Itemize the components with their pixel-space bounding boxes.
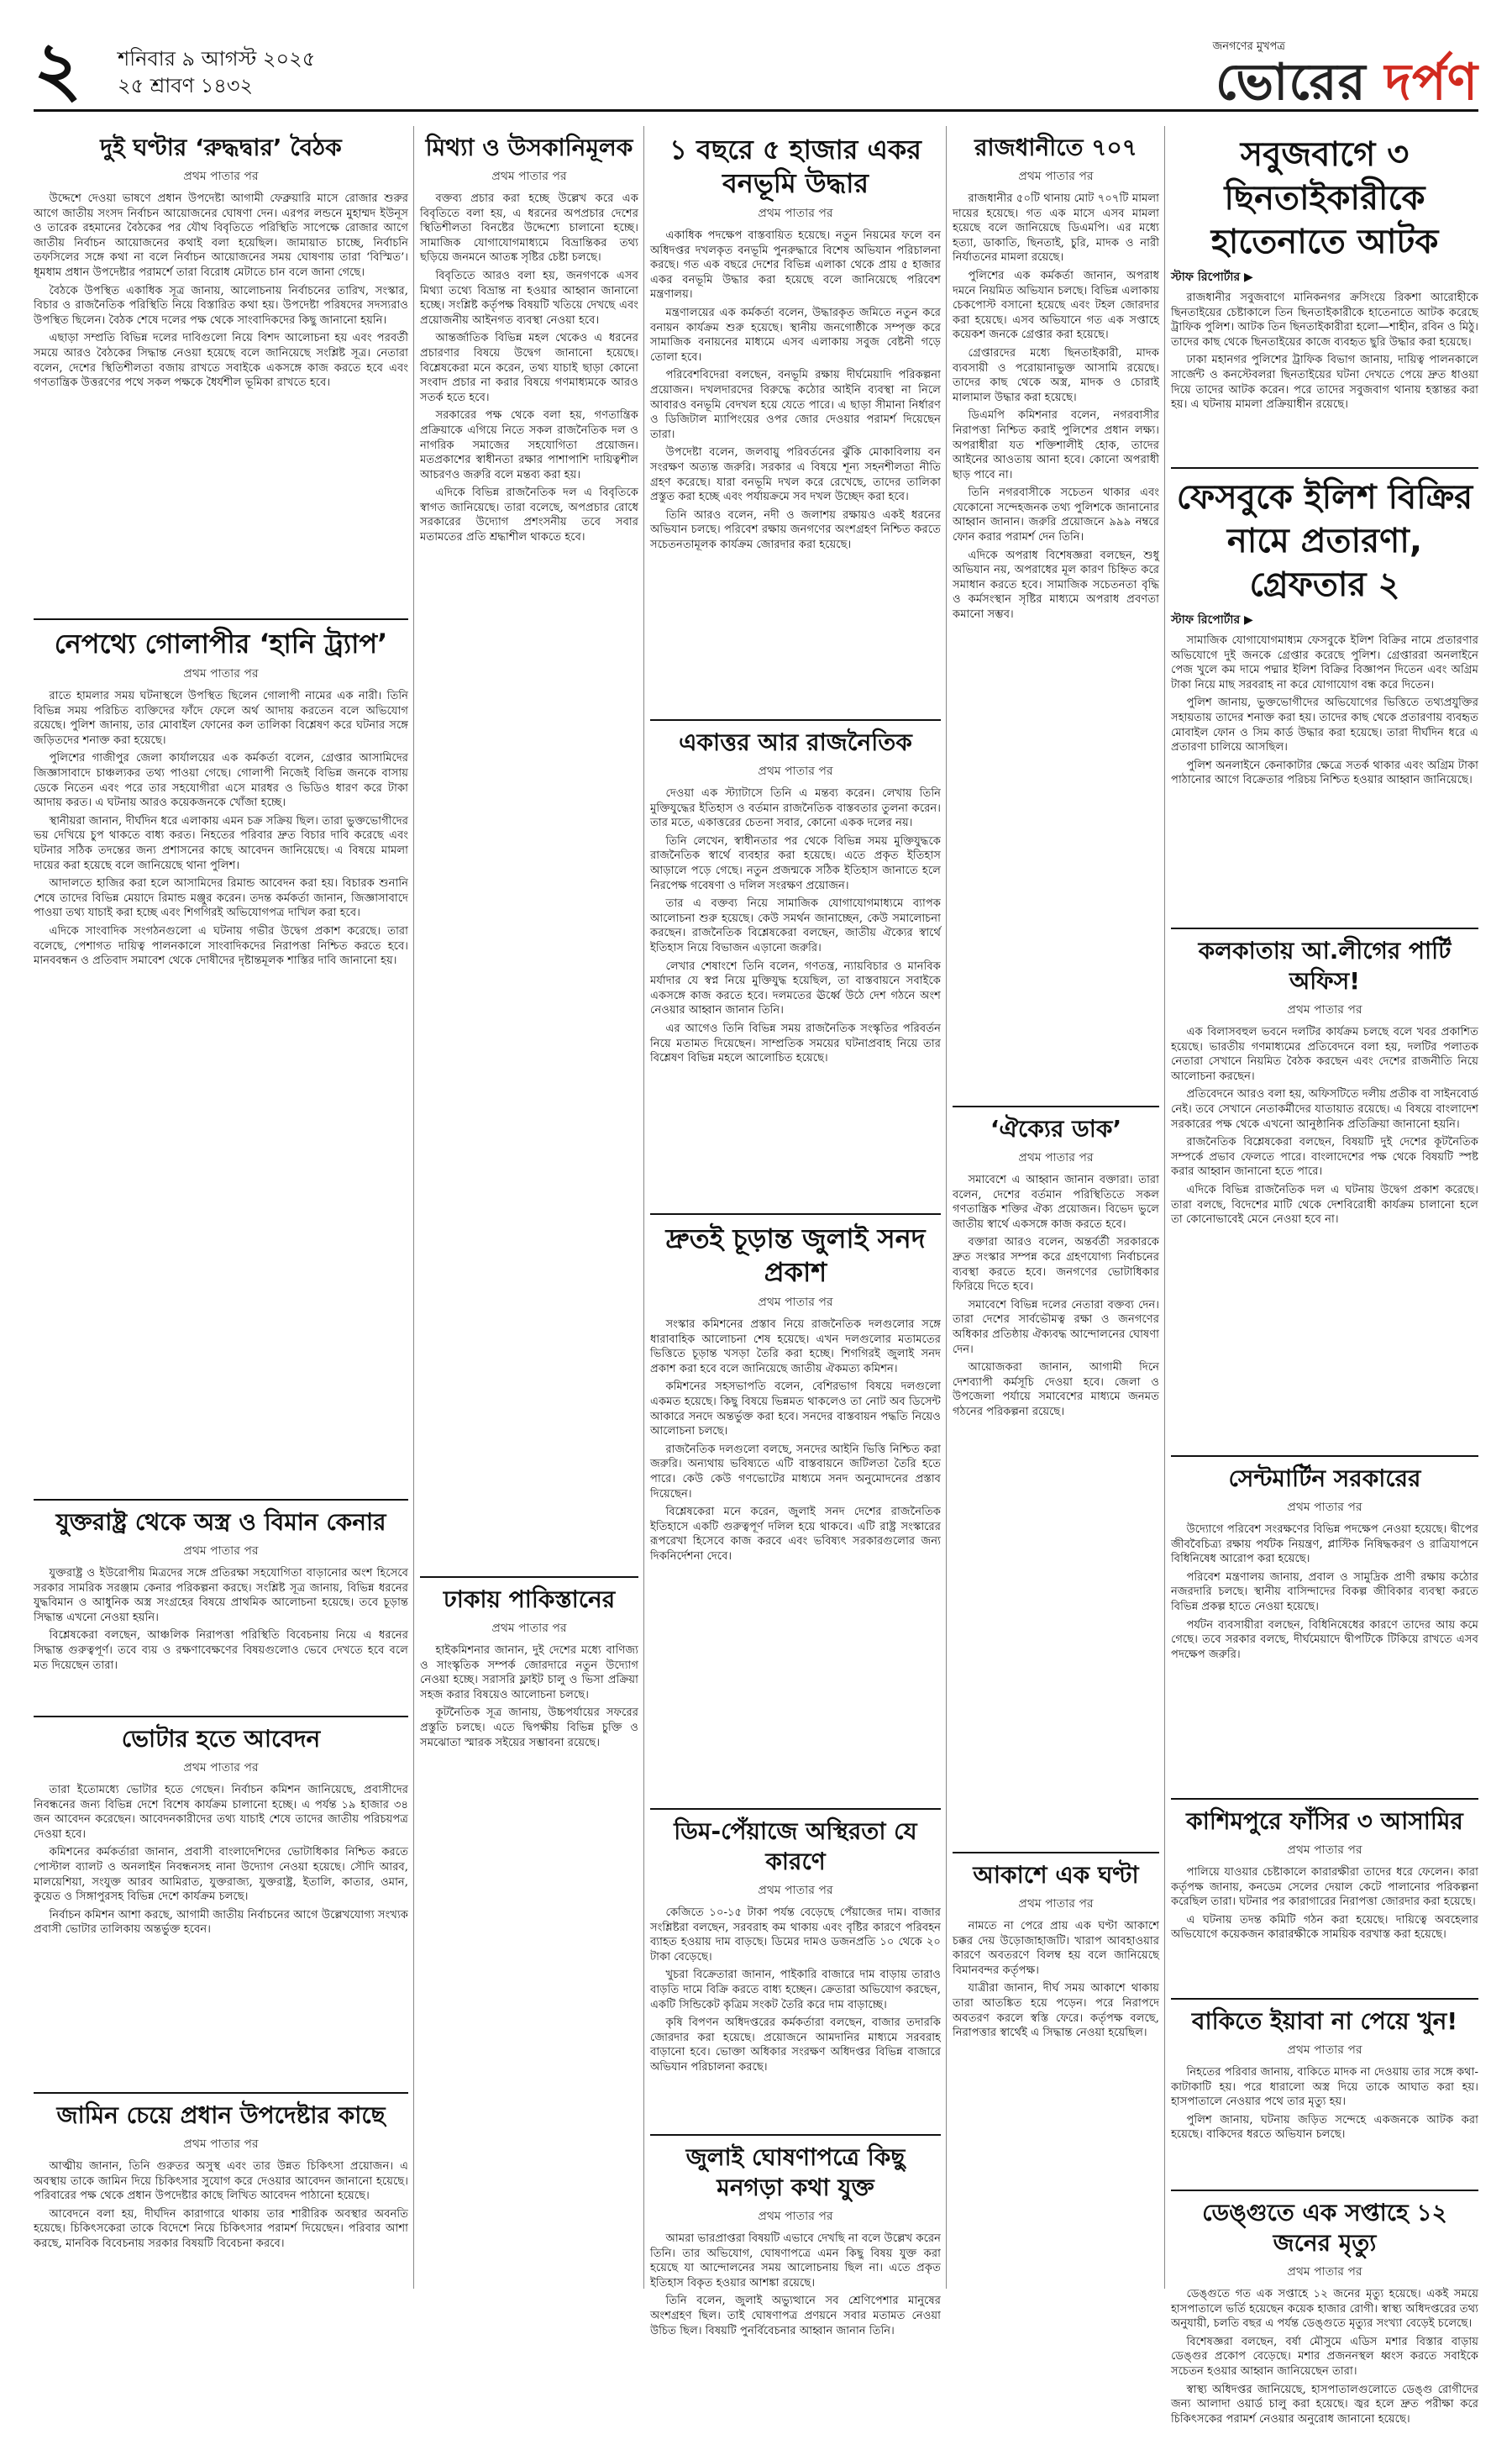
story-body <box>34 1566 408 1673</box>
story-july-sanad <box>650 1222 941 1793</box>
headline: ফেসবুকে ইলিশ বিক্রির নামে প্রতারণা, গ্রেফতার ২ <box>1176 478 1473 604</box>
paragraph: লেখার শেষাংশে তিনি বলেন, গণতন্ত্র, ন্যায়বিচার ও মানবিক মর্যাদার যে স্বপ্ন নিয়ে মুক্তিযুদ্ধ হয়েছিল, তা বাস্তবায়নে সবাইকে একসঙ্গে কাজ করতে হবে। দলমতের ঊর্ধ্বে উঠে দেশ গঠনে অংশ নেওয়ার আহ্বান জানান তিনি। <box>650 959 941 1017</box>
continued-label: প্রথম পাতার পর <box>183 2137 259 2151</box>
divider <box>34 2092 408 2094</box>
headline: জুলাই ঘোষণাপত্রে কিছু মনগড়া কথা যুক্ত <box>685 2143 906 2201</box>
headline: ঢাকায় পাকিস্তানের <box>443 1585 616 1613</box>
column-4 <box>953 126 1159 2289</box>
paragraph: কেজিতে ১০-১৫ টাকা পর্যন্ত বেড়েছে পেঁয়াজের দাম। বাজার সংশ্লিষ্টরা বলছেন, সরবরাহ কম থাকায় এবং বৃষ্টির কারণে পরিবহন ব্যাহত হওয়ায় দাম বাড়ছে। ডিমের দামও ডজনপ্রতি ১০ থেকে ২০ টাকা বেড়েছে। <box>650 1906 941 1964</box>
paragraph: প্রতিবেদনে আরও বলা হয়, অফিসটিতে দলীয় প্রতীক বা সাইনবোর্ড নেই। তবে সেখানে নেতাকর্মীদের যাতায়াত রয়েছে। এ বিষয়ে বাংলাদেশ সরকারের পক্ষ থেকে এখনো আনুষ্ঠানিক প্রতিক্রিয়া জানানো হয়নি। <box>1171 1088 1478 1131</box>
continued-label: প্রথম পাতার পর <box>758 207 833 220</box>
paragraph: রাজনৈতিক দলগুলো বলছে, সনদের আইনি ভিত্তি নিশ্চিত করা জরুরি। অন্যথায় ভবিষ্যতে এটি বাস্তবায়নে জটিলতা তৈরি হতে পারে। কেউ কেউ গণভোটের মাধ্যমে সনদ অনুমোদনের প্রস্তাব দিয়েছেন। <box>650 1443 941 1501</box>
paragraph: বক্তব্য প্রচার করা হচ্ছে উল্লেখ করে এক বিবৃতিতে বলা হয়, এ ধরনের অপপ্রচার দেশের স্থিতিশীলতা বিনষ্টের উদ্দেশ্যে চালানো হচ্ছে। সামাজিক যোগাযোগমাধ্যমে বিভ্রান্তিকর তথ্য ছড়িয়ে জনমনে আতঙ্ক সৃষ্টির চেষ্টা চলছে। <box>420 192 638 265</box>
paragraph: পুলিশ জানায়, ঘটনায় জড়িত সন্দেহে একজনকে আটক করা হয়েছে। বাকিদের ধরতে অভিযান চলছে। <box>1171 2113 1478 2142</box>
paragraph: পরিবেশবিদেরা বলছেন, বনভূমি রক্ষায় দীর্ঘমেয়াদি পরিকল্পনা প্রয়োজন। দখলদারদের বিরুদ্ধে কঠোর আইনি ব্যবস্থা না নিলে আবারও বনভূমি বেদখল হয়ে যেতে পারে। এ ছাড়া সীমানা নির্ধারণ ও ডিজিটাল ম্যাপিংয়ের ওপর জোর দেওয়ার পরামর্শ দিয়েছেন তারা। <box>650 369 941 441</box>
headline: বাকিতে ইয়াবা না পেয়ে খুন! <box>1191 2007 1458 2035</box>
story-body <box>34 1783 408 1937</box>
paragraph: এক বিলাসবহুল ভবনে দলটির কার্যক্রম চলছে বলে খবর প্রকাশিত হয়েছে। ভারতীয় গণমাধ্যমের প্রতিবেদনে বলা হয়, দলটির পলাতক নেতারা সেখানে নিয়মিত বৈঠক করছেন এবং দেশের রাজনীতি নিয়ে আলোচনা করছেন। <box>1171 1026 1478 1083</box>
paragraph: আন্তর্জাতিক বিভিন্ন মহল থেকেও এ ধরনের প্রচারণার বিষয়ে উদ্বেগ জানানো হয়েছে। বিশ্লেষকেরা মনে করেন, তথ্য যাচাই ছাড়া কোনো সংবাদ প্রচার না করার বিষয়ে গণমাধ্যমকে আরও সতর্ক হতে হবে। <box>420 332 638 404</box>
paragraph: কৃষি বিপণন অধিদপ্তরের কর্মকর্তারা বলছেন, বাজার তদারকি জোরদার করা হয়েছে। প্রয়োজনে আমদানির মাধ্যমে সরবরাহ বাড়ানো হবে। ভোক্তা অধিকার সংরক্ষণ অধিদপ্তর বিভিন্ন বাজারে অভিযান পরিচালনা করছে। <box>650 2016 941 2074</box>
paragraph: বিশ্লেষকেরা বলছেন, আঞ্চলিক নিরাপত্তা পরিস্থিতি বিবেচনায় নিয়ে এ ধরনের সিদ্ধান্ত গুরুত্বপূর্ণ। তবে ব্যয় ও রক্ষণাবেক্ষণের বিষয়গুলোও ভেবে দেখতে হবে বলে মত দিয়েছেন তারা। <box>34 1629 408 1672</box>
column-rule <box>413 126 414 2289</box>
continued-label: প্রথম পাতার পর <box>183 1761 259 1774</box>
story-body <box>650 229 941 552</box>
column-5 <box>1171 126 1478 2426</box>
divider <box>34 1716 408 1717</box>
headline: আকাশে এক ঘণ্টা <box>973 1861 1139 1889</box>
paragraph: আয়োজকরা জানান, আগামী দিনে দেশব্যাপী কর্মসূচি দেওয়া হবে। জেলা ও উপজেলা পর্যায়ে সমাবেশের মাধ্যমে জনমত গঠনের পরিকল্পনা রয়েছে। <box>953 1361 1159 1418</box>
column-2 <box>420 126 638 2289</box>
paragraph: ঢাকা মহানগর পুলিশের ট্রাফিক বিভাগ জানায়, দায়িত্ব পালনকালে সার্জেন্ট ও কনস্টেবলরা ছিনতাইয়ের ঘটনা দেখতে পেয়ে দ্রুত ধাওয়া দিয়ে তাদের আটক করেন। পরে তাদের সবুজবাগ থানায় হস্তান্তর করা হয়। এ ঘটনায় মামলা প্রক্রিয়াধীন রয়েছে। <box>1171 354 1478 412</box>
headline: দুই ঘণ্টার ‘রুদ্ধদ্বার’ বৈঠক <box>100 134 342 161</box>
paragraph: স্বাস্থ্য অধিদপ্তর জানিয়েছে, হাসপাতালগুলোতে ডেঙ্গু রোগীদের জন্য আলাদা ওয়ার্ড চালু করা হয়েছে। জ্বর হলে দ্রুত পরীক্ষা করে চিকিৎসকের পরামর্শ নেওয়ার অনুরোধ জানানো হয়েছে। <box>1171 2383 1478 2426</box>
paragraph: তার এ বক্তব্য নিয়ে সামাজিক যোগাযোগমাধ্যমে ব্যাপক আলোচনা শুরু হয়েছে। কেউ সমর্থন জানাচ্ছেন, কেউ সমালোচনা করছেন। রাজনৈতিক বিশ্লেষকেরা বলছেন, জাতীয় ঐক্যের স্বার্থে ইতিহাস নিয়ে বিভাজন এড়ানো জরুরি। <box>650 897 941 954</box>
continued-label: প্রথম পাতার পর <box>758 1296 833 1309</box>
headline: ‘ঐক্যের ডাক’ <box>990 1115 1122 1143</box>
headline: নেপথ্যে গোলাপীর ‘হানি ট্র্যাপ’ <box>54 628 388 660</box>
story-bakite <box>1171 2006 1478 2174</box>
logo-wordmark <box>1215 44 1478 128</box>
paragraph: কূটনৈতিক সূত্র জানায়, উচ্চপর্যায়ের সফরের প্রস্তুতি চলছে। এতে দ্বিপক্ষীয় বিভিন্ন চুক্তি ও সমঝোতা স্মারক সইয়ের সম্ভাবনা রয়েছে। <box>420 1706 638 1749</box>
paragraph: হাইকমিশনার জানান, দুই দেশের মধ্যে বাণিজ্য ও সাংস্কৃতিক সম্পর্ক জোরদারে নতুন উদ্যোগ নেওয়া হচ্ছে। সরাসরি ফ্লাইট চালু ও ভিসা প্রক্রিয়া সহজ করার বিষয়েও আলোচনা চলছে। <box>420 1644 638 1701</box>
story-body <box>420 1643 638 1750</box>
paragraph: তিনি লেখেন, স্বাধীনতার পর থেকে বিভিন্ন সময় মুক্তিযুদ্ধকে রাজনৈতিক স্বার্থে ব্যবহার করা হয়েছে। এতে প্রকৃত ইতিহাস আড়ালে পড়ে গেছে। নতুন প্রজন্মকে সঠিক ইতিহাস জানাতে হলে নিরপেক্ষ গবেষণা ও দলিল সংরক্ষণ প্রয়োজন। <box>650 834 941 892</box>
headline: ডেঙ্গুতে এক সপ্তাহে ১২ জনের মৃত্যু <box>1202 2199 1447 2257</box>
divider <box>420 1576 638 1578</box>
story-jukto <box>34 1507 408 1701</box>
divider <box>1171 928 1478 929</box>
continued-label: প্রথম পাতার পর <box>758 765 833 778</box>
story-akashe <box>953 1860 1159 2213</box>
continued-label: প্রথম পাতার পর <box>183 667 259 681</box>
byline: স্টাফ রিপোর্টার ▶ <box>1171 613 1253 627</box>
headline: জামিন চেয়ে প্রধান উপদেষ্টার কাছে <box>56 2101 386 2129</box>
paragraph: দেওয়া এক স্ট্যাটাসে তিনি এ মন্তব্য করেন। লেখায় তিনি মুক্তিযুদ্ধের ইতিহাস ও বর্তমান রাজনৈতিক বাস্তবতার তুলনা করেন। তার মতে, একাত্তরের চেতনা সবার, কোনো একক দলের নয়। <box>650 787 941 830</box>
story-dengue <box>1171 2198 1478 2450</box>
story-voter <box>34 1724 408 2077</box>
headline: একাত্তর আর রাজনৈতিক <box>679 728 912 756</box>
divider <box>1171 1798 1478 1800</box>
story-body <box>1171 2287 1478 2426</box>
headline: ডিম-পেঁয়াজে অস্থিরতা যে কারণে <box>674 1817 917 1875</box>
story-body <box>953 192 1159 623</box>
paragraph: পুলিশ অনলাইনে কেনাকাটার ক্ষেত্রে সতর্ক থাকার এবং অগ্রিম টাকা পাঠানোর আগে বিক্রেতার পরিচয় নিশ্চিত হওয়ার আহ্বান জানিয়েছে। <box>1171 759 1478 787</box>
divider <box>650 1213 941 1215</box>
continued-label: প্রথম পাতার পর <box>758 2210 833 2223</box>
paragraph: পালিয়ে যাওয়ার চেষ্টাকালে কারারক্ষীরা তাদের ধরে ফেলেন। কারা কর্তৃপক্ষ জানায়, কনডেম সেলের দেয়াল কেটে পালানোর পরিকল্পনা করেছিল তারা। ঘটনার পর কারাগারের নিরাপত্তা জোরদার করা হয়েছে। <box>1171 1866 1478 1909</box>
story-body <box>650 2232 941 2338</box>
paragraph: এ ঘটনায় তদন্ত কমিটি গঠন করা হয়েছে। দায়িত্বে অবহেলার অভিযোগে কয়েকজন কারারক্ষীকে সাময়িক বরখাস্ত করা হয়েছে। <box>1171 1913 1478 1942</box>
story-body <box>34 192 408 391</box>
continued-label: প্রথম পাতার পর <box>1287 2043 1362 2057</box>
story-facebook-ilish <box>1171 476 1478 912</box>
story-dui-ghonta <box>34 133 408 603</box>
divider <box>650 719 941 721</box>
paragraph: বৈঠকে উপস্থিত একাধিক সূত্র জানায়, আলোচনায় নির্বাচনের তারিখ, সংস্কার, বিচার ও রাজনৈতিক পরিস্থিতি নিয়ে বিস্তারিত কথা হয়। উপদেষ্টা পরিষদের সদস্যরাও উপস্থিত ছিলেন। বৈঠক শেষে দলের পক্ষ থেকে সাংবাদিকদের কিছু জানানো হয়নি। <box>34 284 408 327</box>
story-body <box>420 192 638 545</box>
story-mittha <box>420 133 638 1561</box>
story-july-ghoshona <box>650 2142 941 2337</box>
headline: ভোটার হতে আবেদন <box>121 1725 321 1753</box>
paragraph: আমরা ভারপ্রাপ্তরা বিষয়টি এভাবে দেখছি না বলে উল্লেখ করেন তিনি। তার অভিযোগ, ঘোষণাপত্রে এমন কিছু বিষয় যুক্ত করা হয়েছে যা আন্দোলনের সময় আলোচনায় ছিল না। এতে প্রকৃত ইতিহাস বিকৃত হওয়ার আশঙ্কা রয়েছে। <box>650 2232 941 2290</box>
paragraph: স্থানীয়রা জানান, দীর্ঘদিন ধরে এলাকায় এমন চক্র সক্রিয় ছিল। তারা ভুক্তভোগীদের ভয় দেখিয়ে চুপ থাকতে বাধ্য করত। নিহতের পরিবার দ্রুত বিচার দাবি করেছে এবং ঘটনার সঠিক তদন্তের জন্য প্রশাসনের কাছে আবেদন জানিয়েছে। এ বিষয়ে মামলা দায়ের করা হয়েছে বলে জানিয়েছে থানা পুলিশ। <box>34 814 408 872</box>
paragraph: কমিশনের সহসভাপতি বলেন, বেশিরভাগ বিষয়ে দলগুলো একমত হয়েছে। কিছু বিষয়ে ভিন্নমত থাকলেও তা নোট অব ডিসেন্ট আকারে সনদে অন্তর্ভুক্ত করা হবে। সনদের বাস্তবায়ন পদ্ধতি নিয়েও আলোচনা চলছে। <box>650 1380 941 1438</box>
continued-label: প্রথম পাতার পর <box>1287 1501 1362 1514</box>
paragraph: এছাড়া সম্প্রতি বিভিন্ন দলের দাবিগুলো নিয়ে বিশদ আলোচনা হয় এবং পরবর্তী সময়ে আরও বৈঠকের সিদ্ধান্ত নেওয়া হয়েছে বলে জানিয়েছে সংশ্লিষ্ট সূত্র। নেতারা বলেন, দেশের স্থিতিশীলতা বজায় রাখতে সবাইকে একসঙ্গে কাজ করতে হবে এবং গণতান্ত্রিক উত্তরণের পথে সকল পক্ষকে ধৈর্যশীল ভূমিকা রাখতে হবে। <box>34 332 408 390</box>
paragraph: রাতে হামলার সময় ঘটনাস্থলে উপস্থিত ছিলেন গোলাপী নামের এক নারী। তিনি বিভিন্ন সময় পরিচিত ব্যক্তিদের ফাঁদে ফেলে অর্থ আদায় করতেন বলে অভিযোগ রয়েছে। পুলিশ জানায়, তার মোবাইল ফোনের কল তালিকা বিশ্লেষণ করে ঘটনার সঙ্গে জড়িতদের শনাক্ত করা হয়েছে। <box>34 690 408 747</box>
paragraph: সংস্কার কমিশনের প্রস্তাব নিয়ে রাজনৈতিক দলগুলোর সঙ্গে ধারাবাহিক আলোচনা শেষ হয়েছে। এখন দলগুলোর মতামতের ভিত্তিতে চূড়ান্ত খসড়া তৈরি করা হচ্ছে। শিগগিরই জুলাই সনদ প্রকাশ করা হবে বলে জানিয়েছে জাতীয় ঐকমত্য কমিশন। <box>650 1318 941 1375</box>
paragraph: এর আগেও তিনি বিভিন্ন সময় রাজনৈতিক সংস্কৃতির পরিবর্তন নিয়ে মতামত দিয়েছেন। সাম্প্রতিক সময়ের ঘটনাপ্রবাহ নিয়ে তার বিশ্লেষণ বিভিন্ন মহলে আলোচিত হয়েছে। <box>650 1022 941 1065</box>
paragraph: পরিবেশ মন্ত্রণালয় জানায়, প্রবাল ও সামুদ্রিক প্রাণী রক্ষায় কঠোর নজরদারি চলছে। স্থানীয় বাসিন্দাদের বিকল্প জীবিকার ব্যবস্থা করতে বিভিন্ন প্রকল্প হাতে নেওয়া হয়েছে। <box>1171 1570 1478 1613</box>
divider <box>1171 1455 1478 1457</box>
continued-label: প্রথম পাতার পর <box>758 1884 833 1897</box>
paragraph: তিনি আরও বলেন, নদী ও জলাশয় রক্ষায়ও একই ধরনের অভিযান চলছে। পরিবেশ রক্ষায় জনগণের অংশগ্রহণ নিশ্চিত করতে সচেতনতামূলক কার্যক্রম জোরদার করা হয়েছে। <box>650 508 941 551</box>
paragraph: ডেঙ্গুতে গত এক সপ্তাহে ১২ জনের মৃত্যু হয়েছে। একই সময়ে হাসপাতালে ভর্তি হয়েছেন কয়েক হাজার রোগী। স্বাস্থ্য অধিদপ্তরের তথ্য অনুযায়ী, চলতি বছর এ পর্যন্ত ডেঙ্গুতে মৃত্যুর সংখ্যা বেড়েই চলেছে। <box>1171 2288 1478 2331</box>
paragraph: তিনি বলেন, জুলাই অভ্যুত্থানে সব শ্রেণিপেশার মানুষের অংশগ্রহণ ছিল। তাই ঘোষণাপত্র প্রণয়নে সবার মতামত নেওয়া উচিত ছিল। বিষয়টি পুনর্বিবেচনার আহ্বান জানান তিনি। <box>650 2295 941 2337</box>
continued-label: প্রথম পাতার পর <box>183 170 259 183</box>
story-sobujbag <box>1171 133 1478 452</box>
divider <box>953 1852 1159 1853</box>
continued-label: প্রথম পাতার পর <box>1287 1003 1362 1017</box>
story-body <box>1171 2065 1478 2142</box>
paragraph: নির্বাচন কমিশন আশা করছে, আগামী জাতীয় নির্বাচনের আগে উল্লেখযোগ্য সংখ্যক প্রবাসী ভোটার তালিকায় অন্তর্ভুক্ত হবেন। <box>34 1908 408 1937</box>
paragraph: এদিকে বিভিন্ন রাজনৈতিক দল এ ঘটনায় উদ্বেগ প্রকাশ করেছে। তারা বলছে, বিদেশের মাটি থেকে দেশবিরোধী কার্যক্রম চালানো হলে তা কোনোভাবেই মেনে নেওয়া হবে না। <box>1171 1183 1478 1227</box>
headline: সেন্টমার্টিন সরকারের <box>1228 1464 1421 1492</box>
page-number: ২ <box>34 25 82 112</box>
paragraph: সমাবেশে এ আহ্বান জানান বক্তারা। তারা বলেন, দেশের বর্তমান পরিস্থিতিতে সকল গণতান্ত্রিক শক্তির ঐক্য প্রয়োজন। বিভেদ ভুলে জাতীয় স্বার্থে একসঙ্গে কাজ করতে হবে। <box>953 1174 1159 1231</box>
paragraph: একাধিক পদক্ষেপ বাস্তবায়িত হয়েছে। নতুন নিয়মের ফলে বন অধিদপ্তর দখলকৃত বনভূমি পুনরুদ্ধারে বিশেষ অভিযান পরিচালনা করছে। গত এক বছরে দেশের বিভিন্ন এলাকা থেকে প্রায় ৫ হাজার একর বনভূমি উদ্ধার করা হয়েছে বলে জানিয়েছে পরিবেশ মন্ত্রণালয়। <box>650 229 941 302</box>
paragraph: সমাবেশে বিভিন্ন দলের নেতারা বক্তব্য দেন। তারা দেশের সার্বভৌমত্ব রক্ষা ও জনগণের অধিকার প্রতিষ্ঠায় ঐক্যবদ্ধ আন্দোলনের ঘোষণা দেন। <box>953 1298 1159 1356</box>
paragraph: নামতে না পেরে প্রায় এক ঘণ্টা আকাশে চক্কর দেয় উড়োজাহাজটি। খারাপ আবহাওয়ার কারণে অবতরণে বিলম্ব হয় বলে জানিয়েছে বিমানবন্দর কর্তৃপক্ষ। <box>953 1920 1159 1977</box>
paragraph: উদ্যোগে পরিবেশ সংরক্ষণের বিভিন্ন পদক্ষেপ নেওয়া হয়েছে। দ্বীপের জীববৈচিত্র্য রক্ষায় পর্যটক নিয়ন্ত্রণ, প্লাস্টিক নিষিদ্ধকরণ ও রাত্রিযাপনে বিধিনিষেধ আরোপ করা হয়েছে। <box>1171 1523 1478 1566</box>
paragraph: আত্মীয় জানান, তিনি গুরুতর অসুস্থ এবং তার উন্নত চিকিৎসা প্রয়োজন। এ অবস্থায় তাকে জামিন দিয়ে চিকিৎসার সুযোগ করে দেওয়ার আবেদন জানানো হয়েছে। পরিবারের পক্ষ থেকে প্রধান উপদেষ্টার কাছে লিখিত আবেদন পাঠানো হয়েছে। <box>34 2160 408 2203</box>
story-body <box>1171 1522 1478 1662</box>
headline: মিথ্যা ও উসকানিমূলক <box>425 134 633 161</box>
date-line-gregorian: শনিবার ৯ আগস্ট ২০২৫ <box>118 47 316 71</box>
byline: স্টাফ রিপোর্টার ▶ <box>1171 271 1253 284</box>
headline: যুক্তরাষ্ট্র থেকে অস্ত্র ও বিমান কেনার <box>55 1508 386 1536</box>
divider <box>34 1499 408 1501</box>
paragraph: সরকারের পক্ষ থেকে বলা হয়, গণতান্ত্রিক প্রক্রিয়াকে এগিয়ে নিতে সকল রাজনৈতিক দল ও নাগরিক সমাজের সহযোগিতা প্রয়োজন। মতপ্রকাশের স্বাধীনতা রক্ষার পাশাপাশি দায়িত্বশীল আচরণও জরুরি বলে মন্তব্য করা হয়। <box>420 409 638 481</box>
paragraph: বিশেষজ্ঞরা বলছেন, বর্ষা মৌসুমে এডিস মশার বিস্তার বাড়ায় ডেঙ্গুর প্রকোপ বেড়েছে। মশার প্রজননস্থল ধ্বংস করতে সবাইকে সচেতন হওয়ার আহ্বান জানিয়েছেন তারা। <box>1171 2335 1478 2378</box>
story-body <box>953 1919 1159 2041</box>
story-body <box>650 786 941 1066</box>
paragraph: উদ্দেশে দেওয়া ভাষণে প্রধান উপদেষ্টা আগামী ফেব্রুয়ারি মাসে রোজার শুরুর আগে জাতীয় সংসদ নির্বাচন আয়োজনের ঘোষণা দেন। এরপর লন্ডনে মুহাম্মদ ইউনূস ও তারেক রহমানের বৈঠকের পর যৌথ বিবৃতিতে পরিস্থিতি সাপেক্ষে রোজার আগে জাতীয় নির্বাচন আয়োজনের কথাই বলা হয়েছিল। জামায়াত চাচ্ছে, নির্বাচনি তফসিলের সঙ্গে কথা না বলে নির্বাচন আয়োজনের সময় ঘোষণায় তারা ‘বিস্মিত’। ধূমধাম প্রধান উপদেষ্টার পরামর্শে তারা বিরোধ মেটাতে চান বলে জানা গেছে। <box>34 192 408 279</box>
headline: ১ বছরে ৫ হাজার একর বনভূমি উদ্ধার <box>669 134 921 199</box>
continued-label: প্রথম পাতার পর <box>1287 1843 1362 1857</box>
headline: দ্রুতই চূড়ান্ত জুলাই সনদ প্রকাশ <box>665 1222 926 1288</box>
divider <box>650 1808 941 1810</box>
continued-label: প্রথম পাতার পর <box>491 170 567 183</box>
column-rule <box>1164 126 1165 2289</box>
paragraph: বক্তারা আরও বলেন, অন্তর্বর্তী সরকারকে দ্রুত সংস্কার সম্পন্ন করে গ্রহণযোগ্য নির্বাচনের ব্যবস্থা করতে হবে। জনগণের ভোটাধিকার ফিরিয়ে দিতে হবে। <box>953 1236 1159 1294</box>
paragraph: পুলিশের গাজীপুর জেলা কার্যালয়ের এক কর্মকর্তা বলেন, গ্রেপ্তার আসামিদের জিজ্ঞাসাবাদে চাঞ্চল্যকর তথ্য পাওয়া গেছে। গোলাপী নিজেই বিভিন্ন জনকে বাসায় ডেকে নিতেন এবং পরে তার সহযোগীরা এসে মারধর ও ভিডিও ধারণ করে টাকা আদায় করত। এ ঘটনায় আরও কয়েকজনকে খোঁজা হচ্ছে। <box>34 752 408 810</box>
column-3 <box>650 126 941 2337</box>
paragraph: পুলিশ জানায়, ভুক্তভোগীদের অভিযোগের ভিত্তিতে তথ্যপ্রযুক্তির সহায়তায় তাদের শনাক্ত করা হয়। তাদের কাছ থেকে প্রতারণায় ব্যবহৃত মোবাইল ফোন ও সিম কার্ড উদ্ধার করা হয়েছে। তারা দীর্ঘদিন ধরে এ প্রতারণা চালিয়ে আসছিল। <box>1171 697 1478 754</box>
paragraph: কমিশনের কর্মকর্তারা জানান, প্রবাসী বাংলাদেশিদের ভোটাধিকার নিশ্চিত করতে পোস্টাল ব্যালট ও অনলাইন নিবন্ধনসহ নানা উদ্যোগ নেওয়া হয়েছে। সৌদি আরব, মালয়েশিয়া, সংযুক্ত আরব আমিরাত, যুক্তরাজ্য, যুক্তরাষ্ট্র, ইতালি, কাতার, ওমান, কুয়েত ও সিঙ্গাপুরসহ বিভিন্ন দেশে কার্যক্রম চলছে। <box>34 1846 408 1904</box>
paragraph: উপদেষ্টা বলেন, জলবায়ু পরিবর্তনের ঝুঁকি মোকাবিলায় বন সংরক্ষণ অত্যন্ত জরুরি। সরকার এ বিষয়ে শূন্য সহনশীলতা নীতি গ্রহণ করেছে। যারা বনভূমি দখল করে রেখেছে, তাদের তালিকা প্রস্তুত করা হচ্ছে এবং পর্যায়ক্রমে সব দখল উচ্ছেদ করা হবে। <box>650 446 941 504</box>
paragraph: নিহতের পরিবার জানায়, বাকিতে মাদক না দেওয়ায় তার সঙ্গে কথা-কাটাকাটি হয়। পরে ধারালো অস্ত্র দিয়ে তাকে আঘাত করা হয়। হাসপাতালে নেওয়ার পথে তার মৃত্যু হয়। <box>1171 2066 1478 2109</box>
paragraph: আবেদনে বলা হয়, দীর্ঘদিন কারাগারে থাকায় তার শারীরিক অবস্থার অবনতি হয়েছে। চিকিৎসকেরা তাকে বিদেশে নিয়ে চিকিৎসার পরামর্শ দিয়েছেন। পরিবার আশা করছে, মানবিক বিবেচনায় সরকার বিষয়টি বিবেচনা করবে। <box>34 2207 408 2250</box>
divider <box>953 1106 1159 1107</box>
paragraph: তিনি নগরবাসীকে সচেতন থাকার এবং যেকোনো সন্দেহজনক তথ্য পুলিশকে জানানোর আহ্বান জানান। জরুরি প্রয়োজনে ৯৯৯ নম্বরে ফোন করার পরামর্শ দেন তিনি। <box>953 486 1159 544</box>
paragraph: এদিকে অপরাধ বিশেষজ্ঞরা বলছেন, শুধু অভিযান নয়, অপরাধের মূল কারণ চিহ্নিত করে সমাধান করতে হবে। সামাজিক সচেতনতা বৃদ্ধি ও কর্মসংস্থান সৃষ্টির মাধ্যমে অপরাধ প্রবণতা কমানো সম্ভব। <box>953 549 1159 622</box>
continued-label: প্রথম পাতার পর <box>183 1544 259 1558</box>
headline: সবুজবাগে ৩ ছিনতাইকারীকে হাতেনাতে আটক <box>1210 135 1439 261</box>
paragraph: তারা ইতোমধ্যে ভোটার হতে গেছেন। নির্বাচন কমিশন জানিয়েছে, প্রবাসীদের নিবন্ধনের জন্য বিভিন্ন দেশে বিশেষ কার্যক্রম চালানো হচ্ছে। এ পর্যন্ত ১৯ হাজার ৩৪ জন আবেদন করেছেন। আবেদনকারীদের তথ্য যাচাই শেষে তাদের জাতীয় পরিচয়পত্র দেওয়া হবে। <box>34 1784 408 1841</box>
story-body <box>1171 634 1478 788</box>
date-block <box>118 45 315 99</box>
paragraph: খুচরা বিক্রেতারা জানান, পাইকারি বাজারে দাম বাড়ায় তারাও বাড়তি দামে বিক্রি করতে বাধ্য হচ্ছেন। ক্রেতারা অভিযোগ করছেন, একটি সিন্ডিকেট কৃত্রিম সংকট তৈরি করে দাম বাড়াচ্ছে। <box>650 1969 941 2011</box>
column-1 <box>34 126 408 2289</box>
paragraph: বিবৃতিতে আরও বলা হয়, জনগণকে এসব মিথ্যা তথ্যে বিভ্রান্ত না হওয়ার আহ্বান জানানো হচ্ছে। সংশ্লিষ্ট কর্তৃপক্ষ বিষয়টি খতিয়ে দেখছে এবং প্রয়োজনীয় আইনগত ব্যবস্থা নেওয়া হবে। <box>420 269 638 327</box>
paragraph: পুলিশের এক কর্মকর্তা জানান, অপরাধ দমনে নিয়মিত অভিযান চলছে। বিভিন্ন এলাকায় চেকপোস্ট বসানো হয়েছে এবং টহল জোরদার করা হয়েছে। এসব অভিযানে গত এক সপ্তাহে কয়েকশ জনকে গ্রেপ্তার করা হয়েছে। <box>953 269 1159 342</box>
column-rule <box>946 126 947 2289</box>
continued-label: প্রথম পাতার পর <box>1018 170 1094 183</box>
story-body <box>1171 291 1478 413</box>
paragraph: যাত্রীরা জানান, দীর্ঘ সময় আকাশে থাকায় তারা আতঙ্কিত হয়ে পড়েন। পরে নিরাপদে অবতরণ করলে স্বস্তি ফেরে। কর্তৃপক্ষ বলছে, নিরাপত্তার স্বার্থেই এ সিদ্ধান্ত নেওয়া হয়েছিল। <box>953 1982 1159 2040</box>
paragraph: এদিকে বিভিন্ন রাজনৈতিক দল এ বিবৃতিকে স্বাগত জানিয়েছে। তারা বলেছে, অপপ্রচার রোধে সরকারের উদ্যোগ প্রশংসনীয় তবে সবার মতামতের প্রতি শ্রদ্ধাশীল থাকতে হবে। <box>420 486 638 544</box>
story-ekattor <box>650 728 941 1198</box>
story-netpothye <box>34 627 408 1484</box>
story-body <box>1171 1025 1478 1228</box>
story-bonbhumi <box>650 133 941 704</box>
masthead <box>34 25 1478 112</box>
headline: রাজধানীতে ৭০৭ <box>974 134 1137 161</box>
paragraph: রাজধানীর ৫০টি থানায় মোট ৭০৭টি মামলা দায়ের হয়েছে। গত এক মাসে এসব মামলা হয়েছে বলে জানিয়েছে ডিএমপি। এর মধ্যে হত্যা, ডাকাতি, ছিনতাই, চুরি, মাদক ও নারী নির্যাতনের মামলা রয়েছে। <box>953 192 1159 265</box>
paragraph: পর্যটন ব্যবসায়ীরা বলছেন, বিধিনিষেধের কারণে তাদের আয় কমে গেছে। তবে সরকার বলছে, দীর্ঘমেয়াদে দ্বীপটিকে টিকিয়ে রাখতে এসব পদক্ষেপ জরুরি। <box>1171 1618 1478 1661</box>
story-body <box>34 689 408 969</box>
divider <box>1171 2190 1478 2191</box>
story-st-martin <box>1171 1464 1478 1783</box>
story-kashimpur <box>1171 1806 1478 1983</box>
story-kolkata <box>1171 936 1478 1440</box>
paragraph: সামাজিক যোগাযোগমাধ্যম ফেসবুকে ইলিশ বিক্রির নামে প্রতারণার অভিযোগে দুই জনকে গ্রেপ্তার করেছে পুলিশ। গ্রেপ্তাররা অনলাইনে পেজ খুলে কম দামে পদ্মার ইলিশ বিক্রির বিজ্ঞাপন দিতেন এবং অগ্রিম টাকা নিয়ে মাছ সরবরাহ না করে যোগাযোগ বন্ধ করে দিতেন। <box>1171 634 1478 691</box>
story-body <box>953 1173 1159 1420</box>
column-rule <box>643 126 644 2289</box>
logo-tagline: জনগণের মুখপত্র <box>1212 40 1285 53</box>
continued-label: প্রথম পাতার পর <box>491 1622 567 1635</box>
story-body <box>34 2159 408 2252</box>
story-dim-peyaj <box>650 1816 941 2119</box>
story-oikyer-dak <box>953 1114 1159 1837</box>
logo-word-2: দর্পণ <box>1366 53 1478 112</box>
date-line-bengali: ২৫ শ্রাবণ ১৪৩২ <box>118 74 254 97</box>
paragraph: রাজধানীর সবুজবাগে মানিকনগর ক্রসিংয়ে রিকশা আরোহীকে ছিনতাইয়ের চেষ্টাকালে তিন ছিনতাইকারীকে হাতেনাতে আটক করেছে ট্রাফিক পুলিশ। আটক তিন ছিনতাইকারীরা হলো—শাহীন, রবিন ও মিঠু। তাদের কাছ থেকে ছিনতাইয়ের কাজে ব্যবহৃত ছুরি উদ্ধার করা হয়েছে। <box>1171 292 1478 349</box>
divider <box>1171 467 1478 469</box>
story-body <box>650 1317 941 1564</box>
divider <box>1171 1998 1478 2000</box>
divider <box>34 618 408 620</box>
story-body <box>650 1906 941 2075</box>
headline: কলকাতায় আ.লীগের পার্টি অফিস! <box>1198 937 1452 995</box>
story-jamin <box>34 2100 408 2302</box>
paragraph: যুক্তরাষ্ট্র ও ইউরোপীয় মিত্রদের সঙ্গে প্রতিরক্ষা সহযোগিতা বাড়ানোর অংশ হিসেবে সরকার সামরিক সরঞ্জাম কেনার পরিকল্পনা করছে। সংশ্লিষ্ট সূত্র জানায়, বিভিন্ন ধরনের যুদ্ধবিমান ও আধুনিক অস্ত্র সংগ্রহের বিষয়ে প্রাথমিক আলোচনা হয়েছে। তবে চূড়ান্ত সিদ্ধান্ত এখনো নেওয়া হয়নি। <box>34 1567 408 1624</box>
paragraph: আদালতে হাজির করা হলে আসামিদের রিমান্ড আবেদন করা হয়। বিচারক শুনানি শেষে তাদের বিভিন্ন মেয়াদে রিমান্ড মঞ্জুর করেন। তদন্ত কর্মকর্তা জানান, জিজ্ঞাসাবাদে পাওয়া তথ্য যাচাই করা হচ্ছে এবং শিগগিরই অভিযোগপত্র দাখিল করা হবে। <box>34 877 408 920</box>
story-body <box>1171 1865 1478 1943</box>
divider <box>650 2134 941 2136</box>
continued-label: প্রথম পাতার পর <box>1018 1897 1094 1911</box>
headline: কাশিমপুরে ফাঁসির ৩ আসামির <box>1186 1807 1463 1835</box>
paragraph: রাজনৈতিক বিশ্লেষকেরা বলছেন, বিষয়টি দুই দেশের কূটনৈতিক সম্পর্কে প্রভাব ফেলতে পারে। বাংলাদেশের পক্ষ থেকে বিষয়টি স্পষ্ট করার আহ্বান জানানো হতে পারে। <box>1171 1136 1478 1179</box>
paragraph: এদিকে সাংবাদিক সংগঠনগুলো এ ঘটনায় গভীর উদ্বেগ প্রকাশ করেছে। তারা বলেছে, পেশাগত দায়িত্ব পালনকালে সাংবাদিকদের নিরাপত্তা নিশ্চিত করতে হবে। মানববন্ধন ও প্রতিবাদ সমাবেশ থেকে দোষীদের দৃষ্টান্তমূলক শাস্তির দাবি জানানো হয়। <box>34 924 408 968</box>
story-dhaka-pak <box>420 1585 638 2274</box>
story-rajdhani-707 <box>953 133 1159 1091</box>
paragraph: বিশ্লেষকেরা মনে করেন, জুলাই সনদ দেশের রাজনৈতিক ইতিহাসে একটি গুরুত্বপূর্ণ দলিল হয়ে থাকবে। এটি রাষ্ট্র সংস্কারের রূপরেখা হিসেবে কাজ করবে এবং ভবিষ্যৎ সরকারগুলোর জন্য দিকনির্দেশনা দেবে। <box>650 1506 941 1563</box>
paragraph: ডিএমপি কমিশনার বলেন, নগরবাসীর নিরাপত্তা নিশ্চিত করাই পুলিশের প্রধান লক্ষ্য। অপরাধীরা যত শক্তিশালীই হোক, তাদের আইনের আওতায় আনা হবে। কোনো অপরাধী ছাড় পাবে না। <box>953 409 1159 481</box>
continued-label: প্রথম পাতার পর <box>1018 1151 1094 1165</box>
paragraph: মন্ত্রণালয়ের এক কর্মকর্তা বলেন, উদ্ধারকৃত জমিতে নতুন করে বনায়ন কার্যক্রম শুরু হয়েছে। স্থানীয় জনগোষ্ঠীকে সম্পৃক্ত করে সামাজিক বনায়নের মাধ্যমে এসব এলাকায় সবুজ বেষ্টনী গড়ে তোলা হবে। <box>650 306 941 364</box>
paragraph: গ্রেপ্তারদের মধ্যে ছিনতাইকারী, মাদক ব্যবসায়ী ও পরোয়ানাভুক্ত আসামি রয়েছে। তাদের কাছ থেকে অস্ত্র, মাদক ও চোরাই মালামাল উদ্ধার করা হয়েছে। <box>953 346 1159 404</box>
newspaper-page <box>34 25 1478 2426</box>
logo-word-1: ভোরের <box>1215 53 1367 112</box>
newspaper-logo <box>1109 34 1478 112</box>
continued-label: প্রথম পাতার পর <box>1287 2265 1362 2279</box>
